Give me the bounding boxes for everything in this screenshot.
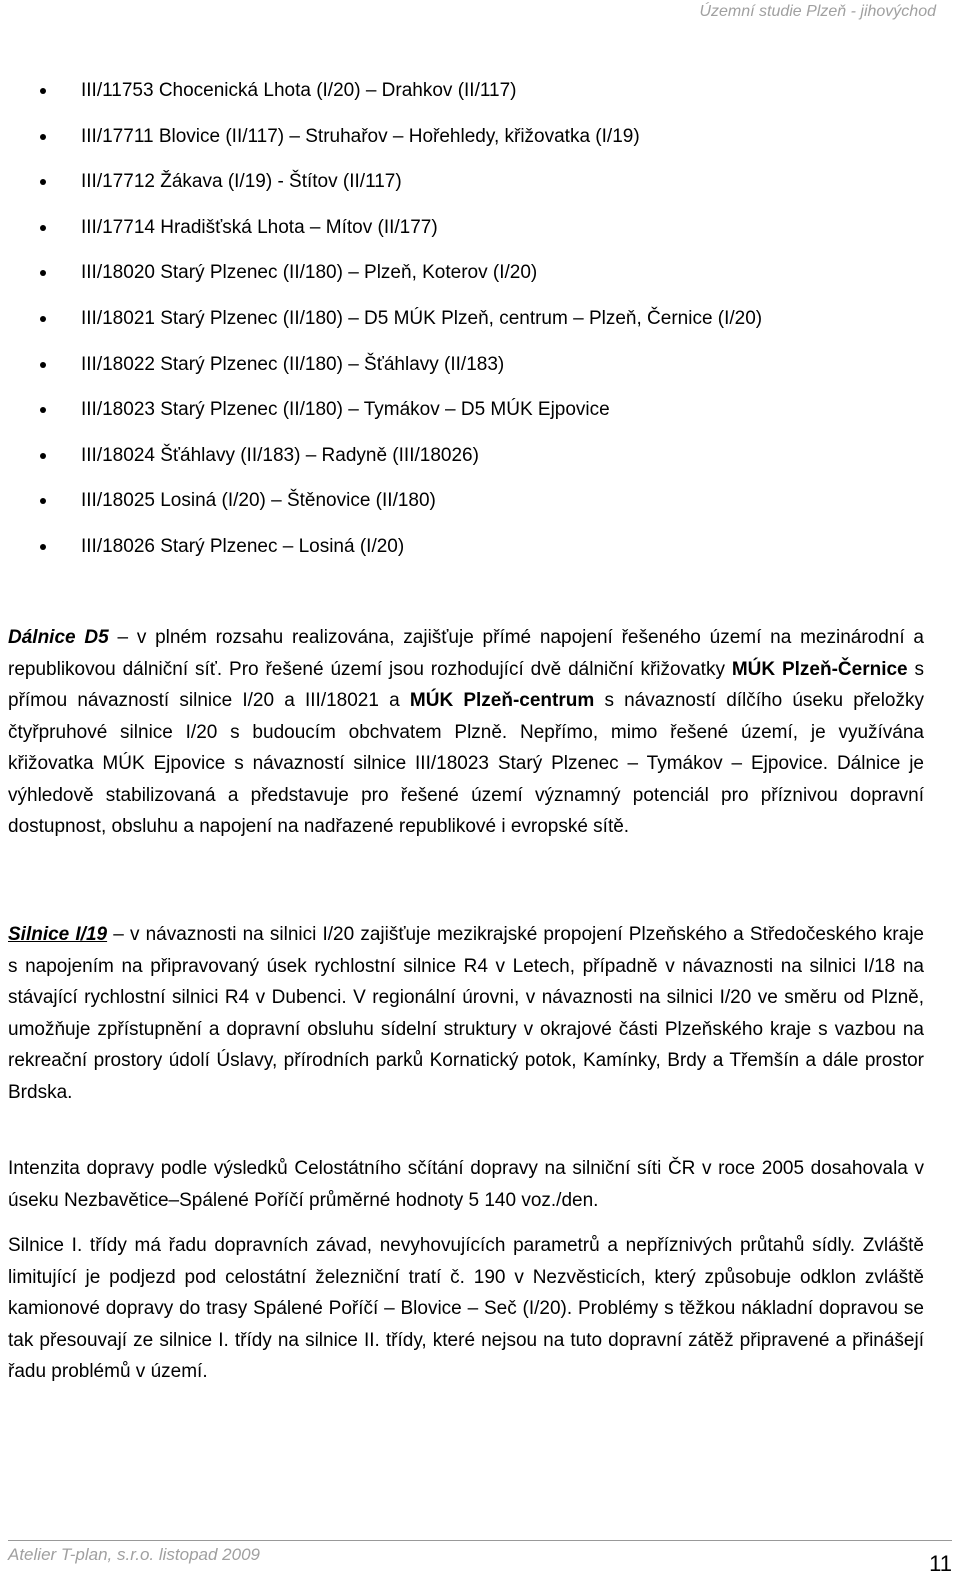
d5-paragraph [8, 622, 924, 843]
road-text: III/18021 Starý Plzenec (II/180) – D5 MÚK Plzeň, centrum – Plzeň, Černice (I/20) [81, 307, 763, 329]
bullet-icon [40, 88, 46, 94]
list-item [36, 486, 936, 532]
road-text: III/17711 Blovice (II/117) – Struhařov – Hořehledy, křižovatka (I/19) [81, 125, 640, 147]
road-text: III/18023 Starý Plzenec (II/180) – Tymákov – D5 MÚK Ejpovice [81, 399, 610, 421]
list-item [36, 167, 936, 213]
bullet-icon [40, 453, 46, 459]
road-text: III/18024 Šťáhlavy (II/183) – Radyně (III/18026) [81, 444, 479, 466]
road-text: III/18025 Losiná (I/20) – Štěnovice (II/180) [81, 490, 436, 512]
list-item [36, 122, 936, 168]
bullet-icon [40, 134, 46, 140]
page-number: 11 [929, 1551, 952, 1576]
road-text: III/17712 Žákava (I/19) - Štítov (II/117) [81, 171, 402, 193]
bullet-icon [40, 316, 46, 322]
d5-junction-centrum: MÚK Plzeň-centrum [409, 690, 595, 711]
bullet-icon [40, 407, 46, 413]
road-text: III/17714 Hradišťská Lhota – Mítov (II/177) [81, 216, 438, 238]
d5-heading: Dálnice D5 [8, 627, 109, 648]
document-header: Územní studie Plzeň - jihovýchod [699, 3, 936, 20]
road-text: III/18022 Starý Plzenec (II/180) – Šťáhlavy (II/183) [81, 353, 505, 375]
traffic-paragraph: Intenzita dopravy podle výsledků Celostátního sčítání dopravy na silniční síti ČR v roce 2005 dosahovala v úseku Nezbavětice–Spálené Poříčí průměrné hodnoty 5 140 voz./den. [8, 1158, 924, 1211]
road-text: III/11753 Chocenická Lhota (I/20) – Drahkov (II/117) [81, 80, 517, 101]
bullet-icon [40, 498, 46, 504]
bullet-icon [40, 362, 46, 368]
i19-text: – v návaznosti na silnici I/20 zajišťuje mezikrajské propojení Plzeňského a Středočeského kraje s napojením na připravovaný úsek rychlostní silnice R4 v Letech, případně v návaznosti na silnici I/18 na stávající rychlostní silnici R4 v Dubenci. V regionální úrovni, v návaznosti na silnici I/20 ve směru od Plzně, umožňuje zpřístupnění a dopravní obsluhu sídelní struktury v okrajové části Plzeňského kraje s vazbou na rekreační prostory údolí Úslavy, přírodních parků Kornatický potok, Kamínky, Brdy a Třemšín a dále prostor Brdska. [8, 924, 924, 1103]
list-item [36, 258, 936, 304]
bullet-icon [40, 179, 46, 185]
d5-junction-cernice: MÚK Plzeň-Černice [731, 658, 908, 680]
list-item [36, 395, 936, 441]
bullet-icon [40, 544, 46, 550]
footer-brand: Atelier T-plan, s.r.o. listopad 2009 [8, 1545, 260, 1564]
road-text: III/18026 Starý Plzenec – Losiná (I/20) [81, 535, 405, 557]
bullet-icon [40, 225, 46, 231]
i19-paragraph [8, 919, 924, 1108]
list-item [36, 76, 936, 122]
d5-text-3: s návazností dílčího úseku přeložky čtyřpruhové silnice I/20 s budoucím obchvatem Plzně. Nepřímo, mimo řešené území, je využívána křižovatka MÚK Ejpovice s návazností silnice III/18023 Starý Plzenec – Tymákov – Ejpovice. Dálnice je výhledově stabilizovaná a představuje pro řešené území významný potenciál pro příznivou dopravní dostupnost, obsluhu a napojení na nadřazené republikové i evropské sítě. [8, 690, 925, 837]
road-text: III/18020 Starý Plzenec (II/180) – Plzeň, Koterov (I/20) [81, 262, 538, 284]
bullet-icon [40, 270, 46, 276]
list-item [36, 532, 936, 578]
d5-text-2: s přímou návazností silnice I/20 a III/18021 a [8, 658, 925, 711]
document-footer [8, 1540, 952, 1576]
road-list [36, 76, 936, 578]
list-item [36, 441, 936, 487]
list-item [36, 213, 936, 259]
d5-text-1: – v plném rozsahu realizována, zajišťuje přímé napojení řešeného území na mezinárodní a republikovou dálniční síť. Pro řešené území jsou rozhodující dvě dálniční křižovatky [8, 627, 924, 680]
list-item [36, 350, 936, 396]
defects-paragraph: Silnice I. třídy má řadu dopravních závad, nevyhovujících parametrů a nepříznivých průtahů sídly. Zvláště limitující je podjezd pod celostátní železniční tratí č. 190 v Nezvěsticích, který způsobuje odklon zvláště kamionové dopravy do trasy Spálené Poříčí – Blovice – Seč (I/20). Problémy s těžkou nákladní dopravou se tak přesouvají ze silnice I. třídy na silnice II. třídy, které nejsou na tuto dopravní zátěž připravené a přinášejí řadu problémů v území. [8, 1235, 924, 1382]
i19-heading: Silnice I/19 [8, 924, 108, 945]
list-item [36, 304, 936, 350]
